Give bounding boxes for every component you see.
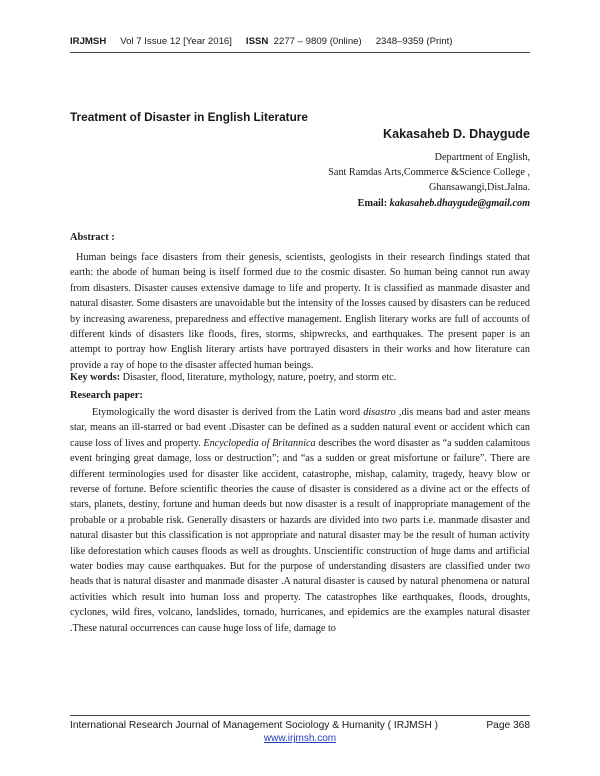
footer-journal-name: International Research Journal of Management Sociology & Humanity ( IRJMSH ) — [70, 720, 439, 731]
author-name: Kakasaheb D. Dhaygude — [383, 127, 530, 141]
keywords-label: Key words: — [70, 372, 121, 383]
issn-online: 2277 – 9809 (0nline) — [273, 36, 362, 47]
research-heading: Research paper: — [70, 390, 143, 401]
header-divider — [70, 52, 530, 53]
author-college: Sant Ramdas Arts,Commerce &Science College , — [328, 167, 530, 178]
author-email-line — [358, 198, 530, 209]
issn-print: 2348–9359 (Print) — [375, 36, 453, 47]
footer-divider — [70, 715, 530, 716]
page-number: Page 368 — [486, 720, 530, 731]
research-text-part2: ,dis means bad and aster means star, means an ill-starred or bad event .Disaster can be defined as a sudden natural event or accident which can cause loss of lives and property. — [70, 407, 530, 449]
volume-issue: Vol 7 Issue 12 [Year 2016] — [120, 36, 232, 47]
encyclopedia-title: Encyclopedia of Britannica — [203, 437, 316, 449]
abstract-text: Human beings face disasters from their genesis, scientists, geologists in their research findings stated that earth: the abode of human being is itself formed due to the cosmic disaster. So human being cannot run away from disasters. Disaster causes extensive damage to life and property. It is classified as manmade disaster and natural disaster. Some disasters are unavoidable but the intensity of the losses caused by disasters can be reduced by increasing awareness, preparedness and effective management. English literary works are full of accounts of different kinds of disasters like floods, fires, storms, shipwrecks, and earthquakes. The present paper is an attempt to portray how English literary artists have portrayed disasters in their works and how literature can provide a ray of hope to the disaster affected human beings. — [70, 252, 531, 371]
email-label: Email: — [357, 198, 388, 209]
keywords-line — [70, 370, 530, 385]
article-title: Treatment of Disaster in English Literature — [70, 110, 308, 124]
author-location: Ghansawangi,Dist.Jalna. — [428, 182, 530, 193]
research-text — [70, 405, 530, 636]
research-text-part1: Etymologically the word disaster is derived from the Latin word — [92, 407, 364, 418]
journal-abbrev: IRJMSH — [70, 36, 107, 47]
latin-term: disastro — [363, 407, 396, 418]
keywords-text: Disaster, flood, literature, mythology, nature, poetry, and storm etc. — [120, 372, 397, 383]
author-department: Department of English, — [434, 152, 530, 163]
issn-label: ISSN — [245, 36, 269, 47]
journal-website-link[interactable]: www.irjmsh.com — [263, 733, 337, 744]
running-footer — [70, 720, 530, 731]
running-header — [70, 36, 530, 47]
abstract-heading: Abstract : — [70, 232, 115, 243]
research-text-part3: describes the word disaster as “a sudden calamitous event bringing great damage, loss or destruction”; and “as a sudden or great misfortune or failure”. There are different terminologies used for disaster like accident, catastrophe, mishap, calamity, tragedy, heavy blow or reverse of fortune. Before scientific theories the cause of disaster is considered as a divine act or the effects of stars, planets, destiny, fortune and human deeds but now disaster is a result of inappropriate management of the probable or a probable risk. Generally disasters or hazards are divided into two parts i.e. manmade disaster and natural disaster but this classification is not appropriate and natural disaster may be the result of human activity like deforestation which causes floods as well as droughts. Unscientific construction of huge dams and artificial water bodies may cause earthquakes. But for the purpose of understanding disasters are classified under two heads that is natural disaster and manmade disaster .A natural disaster is caused by natural phenomena or natural activities which result into human loss and property. The catastrophes like earthquakes, floods, droughts, cyclones, wild fires, volcano, landslides, tornado, hurricanes, and epidemics are the examples natural disaster .These natural occurrences can cause huge loss of life, damage to — [70, 437, 530, 634]
email-address[interactable]: kakasaheb.dhaygude@gmail.com — [389, 198, 530, 209]
